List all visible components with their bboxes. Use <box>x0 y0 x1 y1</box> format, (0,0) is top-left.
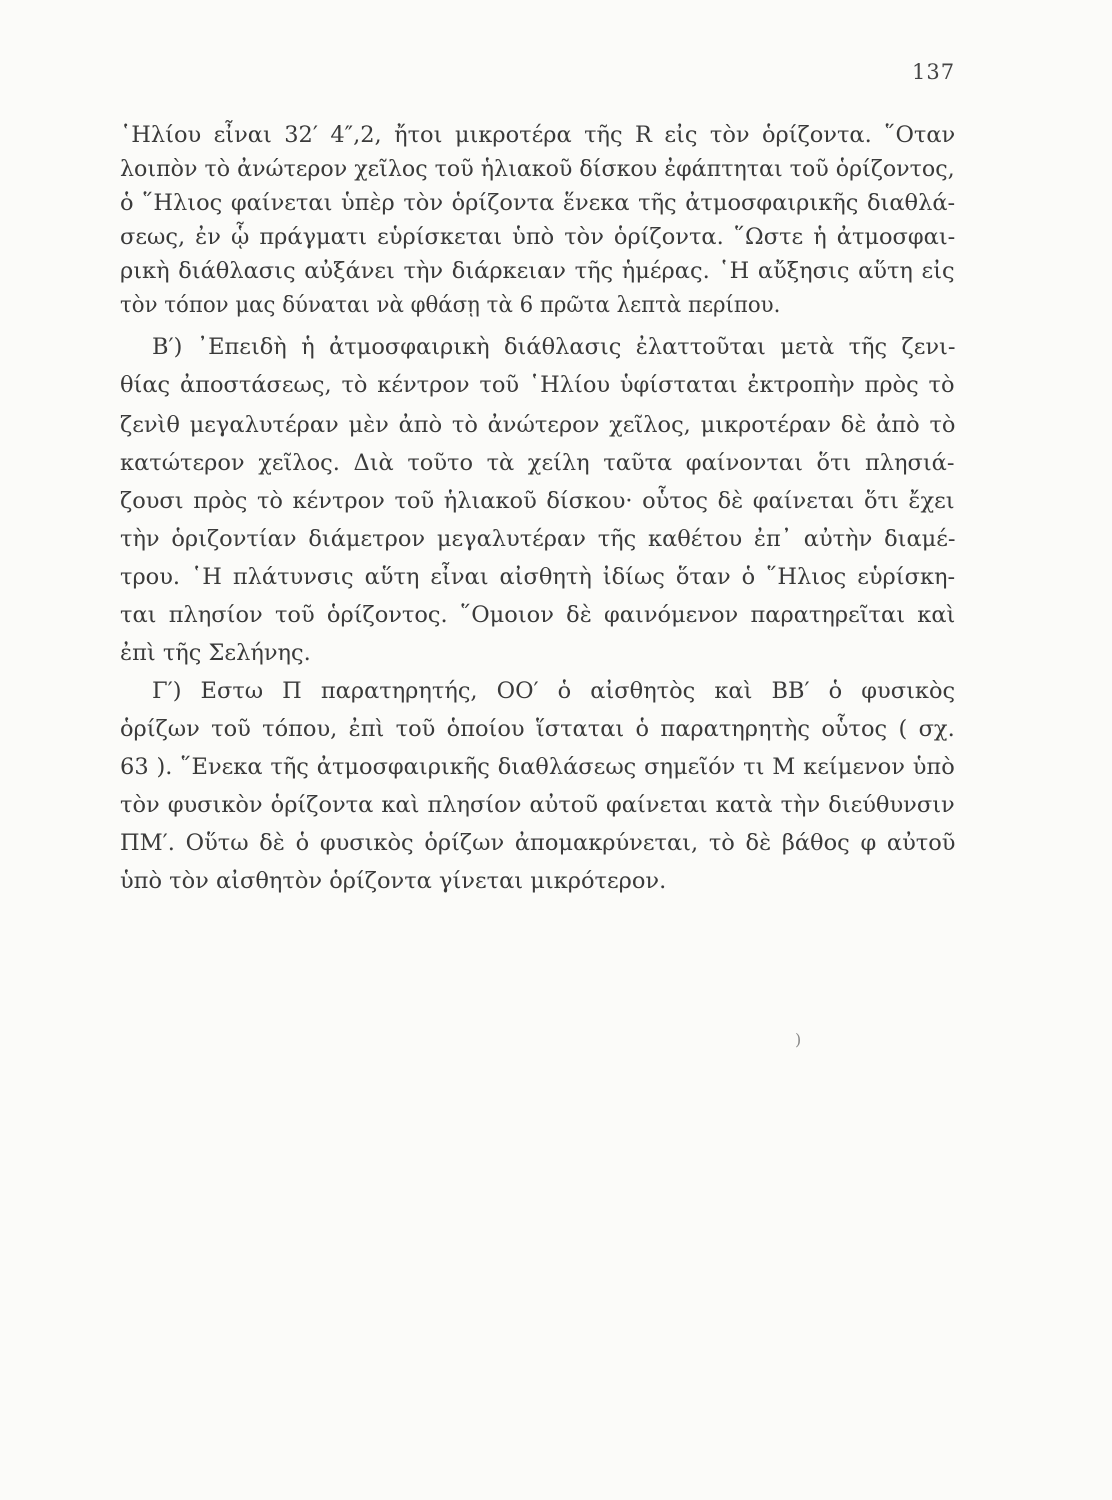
text-line: ῾Ηλίου εἶναι 32′ 4″,2, ἤτοι μικροτέρα τῆς R εἰς τὸν ὁρίζοντα. ῞Οταν <box>120 122 956 148</box>
text-line: τρου. ῾Η πλάτυνσις αὕτη εἶναι αἰσθητὴ ἰδίως ὅταν ὁ ῞Ηλιος εὑρίσκη- <box>120 564 956 590</box>
text-line: σεως, ἐν ᾧ πράγματι εὑρίσκεται ὑπὸ τὸν ὁρίζοντα. ῞Ωστε ἡ ἀτμοσφαι- <box>120 224 956 250</box>
text-line: τὸν φυσικὸν ὁρίζοντα καὶ πλησίον αὐτοῦ φαίνεται κατὰ τὴν διεύθυνσιν <box>120 792 955 818</box>
text-line: ὁρίζων τοῦ τόπου, ἐπὶ τοῦ ὁποίου ἵσταται ὁ παρατηρητὴς οὗτος ( σχ. <box>120 716 955 742</box>
paragraph-first-line: Β′) ᾿Επειδὴ ἡ ἀτμοσφαιρικὴ διάθλασις ἐλαττοῦται μετὰ τῆς ζενι- <box>152 334 956 360</box>
text-line: κατώτερον χεῖλος. Διὰ τοῦτο τὰ χείλη ταῦτα φαίνονται ὅτι πλησιά- <box>120 450 955 476</box>
page-number: 137 <box>912 60 956 84</box>
paragraph-first-line: Γ′) Εστω Π παρατηρητής, ΟΟ′ ὁ αἰσθητὸς καὶ ΒΒ′ ὁ φυσικὸς <box>152 678 956 704</box>
text-line: τὴν ὁριζοντίαν διάμετρον μεγαλυτέραν τῆς καθέτου ἐπ᾿ αὐτὴν διαμέ- <box>120 526 956 552</box>
text-line: ὁ ῞Ηλιος φαίνεται ὑπὲρ τὸν ὁρίζοντα ἕνεκα τῆς ἀτμοσφαιρικῆς διαθλά- <box>120 190 956 216</box>
text-line: θίας ἀποστάσεως, τὸ κέντρον τοῦ ῾Ηλίου ὑφίσταται ἐκτροπὴν πρὸς τὸ <box>120 372 955 398</box>
text-line: ρικὴ διάθλασις αὐξάνει τὴν διάρκειαν τῆς ἡμέρας. ῾Η αὔξησις αὕτη εἰς <box>120 258 955 284</box>
text-line: ζενὶθ μεγαλυτέραν μὲν ἀπὸ τὸ ἀνώτερον χεῖλος, μικροτέραν δὲ ἀπὸ τὸ <box>120 412 956 438</box>
text-line: ΠΜ′. Οὕτω δὲ ὁ φυσικὸς ὁρίζων ἀπομακρύνεται, τὸ δὲ βάθος φ αὐτοῦ <box>120 830 956 856</box>
text-line: τὸν τόπον μας δύναται νὰ φθάσῃ τὰ 6 πρῶτα λεπτὰ περίπου. <box>120 292 781 318</box>
text-line: 63 ). ῞Ενεκα τῆς ἀτμοσφαιρικῆς διαθλάσεως σημεῖόν τι Μ κείμενον ὑπὸ <box>120 754 955 780</box>
text-line: ται πλησίον τοῦ ὁρίζοντος. ῞Ομοιον δὲ φαινόμενον παρατηρεῖται καὶ <box>120 602 956 628</box>
text-line: λοιπὸν τὸ ἀνώτερον χεῖλος τοῦ ἡλιακοῦ δίσκου ἐφάπτηται τοῦ ὁρίζοντος, <box>120 156 955 182</box>
text-line: ζουσι πρὸς τὸ κέντρον τοῦ ἡλιακοῦ δίσκου· οὗτος δὲ φαίνεται ὅτι ἔχει <box>120 488 955 514</box>
text-line: ἐπὶ τῆς Σελήνης. <box>120 640 311 666</box>
stray-mark: ) <box>795 1030 802 1049</box>
text-line: ὑπὸ τὸν αἰσθητὸν ὁρίζοντα γίνεται μικρότερον. <box>120 868 667 894</box>
